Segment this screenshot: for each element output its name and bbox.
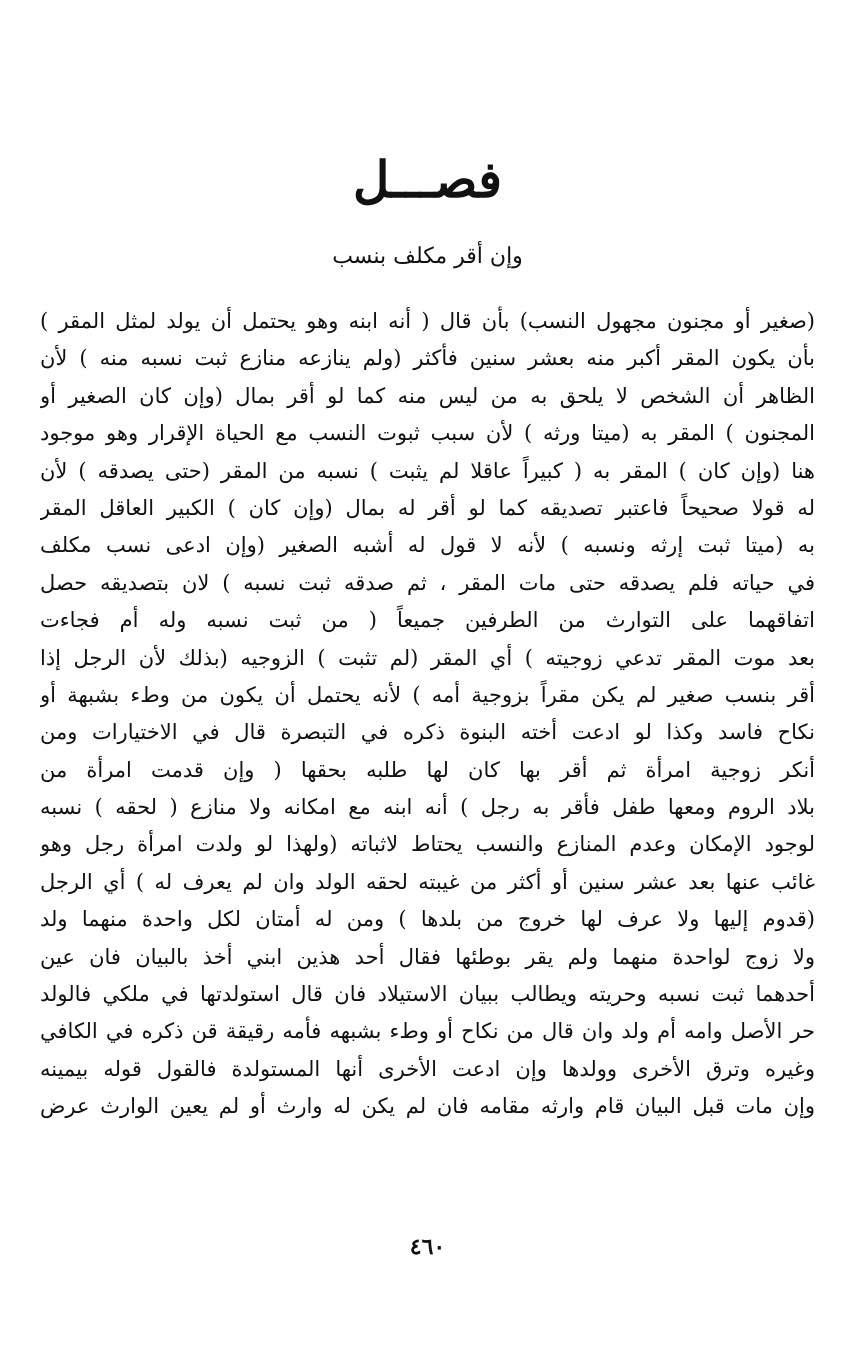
- text-line: غائب عنها بعد عشر سنين أو أكثر من غيبته لحقه الولد وان لم يعرف له ) أي الرجل: [40, 869, 815, 894]
- text-line: به (ميتا ثبت إرثه ونسبه ) لأنه لا قول له أشبه الصغير (وإن ادعى نسب مكلف: [40, 533, 815, 558]
- text-line: حر الأصل وامه أم ولد وان قال من نكاح أو وطء بشبهه فأمه رقيقة قن ذكره في الكافي: [40, 1019, 815, 1044]
- page-number: ٤٦٠: [409, 1234, 446, 1260]
- text-line: أنكر زوجية امرأة ثم أقر بها كان لها طلبه بحقها ( وإن قدمت امرأة من: [40, 757, 815, 782]
- text-line: بأن يكون المقر أكبر منه بعشر سنين فأكثر (ولم ينازعه منازع ثبت نسبه منه ) لأن: [40, 346, 815, 371]
- text-line: المجنون ) المقر به (ميتا ورثه ) لأن سبب ثبوت النسب مع الحياة الإقرار وهو موجود: [40, 421, 815, 446]
- text-line: ولا زوج لواحدة منهما ولم يقر بوطئها فقال أحد هذين ابني أخذ بالبيان فان عين: [40, 944, 815, 969]
- text-line: أحدهما ثبت نسبه وحريته ويطالب ببيان الاستيلاد فان قال استولدتها في ملكي فالولد: [40, 982, 815, 1007]
- text-line: نكاح فاسد وكذا لو ادعت أخته البنوة ذكره في التبصرة قال في الاختيارات ومن: [40, 720, 815, 745]
- text-line: وإن مات قبل البيان قام وارثه مقامه فان لم يكن له وارث أو لم يعين الوارث عرض: [40, 1094, 815, 1119]
- text-line: وغيره وترق الأخرى وولدها وإن ادعت الأخرى أنها المستولدة فالقول قوله بيمينه: [40, 1056, 815, 1081]
- body-text: [40, 303, 815, 1126]
- text-line: لوجود الإمكان وعدم المنازع والنسب يحتاط لاثباته (ولهذا لو ولدت امرأة رجل وهو: [40, 832, 815, 857]
- text-line: هنا (وإن كان ) المقر به ( كبيراً عاقلا لم يثبت ) نسبه من المقر (حتى يصدقه ) لأن: [40, 458, 815, 483]
- section-subtitle: وإن أقر مكلف بنسب: [332, 244, 523, 269]
- text-line: بعد موت المقر تدعي زوجيته ) أي المقر (لم تثبت ) الزوجيه (بذلك لأن الرجل إذا: [40, 645, 815, 670]
- text-line: بلاد الروم ومعها طفل فأقر به رجل ) أنه ابنه مع امكانه ولا منازع ( لحقه ) نسبه: [40, 795, 815, 820]
- text-line: (صغير أو مجنون مجهول النسب) بأن قال ( أنه ابنه وهو يحتمل أن يولد لمثل المقر ): [40, 309, 815, 333]
- text-line: (قدوم إليها ولا عرف لها خروج من بلدها ) ومن له أمتان لكل واحدة منهما ولد: [40, 907, 815, 932]
- text-line: أقر بنسب صغير لم يكن مقراً بزوجية أمه ) لأنه يحتمل أن يكون من وطء بشبهة أو: [40, 682, 815, 707]
- text-line: في حياته فلم يصدقه حتى مات المقر ، ثم صدقه ثبت نسبه ) لان بتصديقه حصل: [40, 570, 815, 595]
- chapter-title: فصـــل: [352, 150, 503, 209]
- text-line: له قولا صحيحاً فاعتبر تصديقه كما لو أقر له بمال (وإن كان ) الكبير العاقل المقر: [40, 495, 815, 520]
- text-line: اتفاقهما على التوارث من الطرفين جميعاً ( من ثبت نسبه وله أم فجاءت: [40, 608, 815, 633]
- text-line: الظاهر أن الشخص لا يلحق به من ليس منه كما لو أقر بمال (وإن كان الصغير أو: [40, 383, 815, 408]
